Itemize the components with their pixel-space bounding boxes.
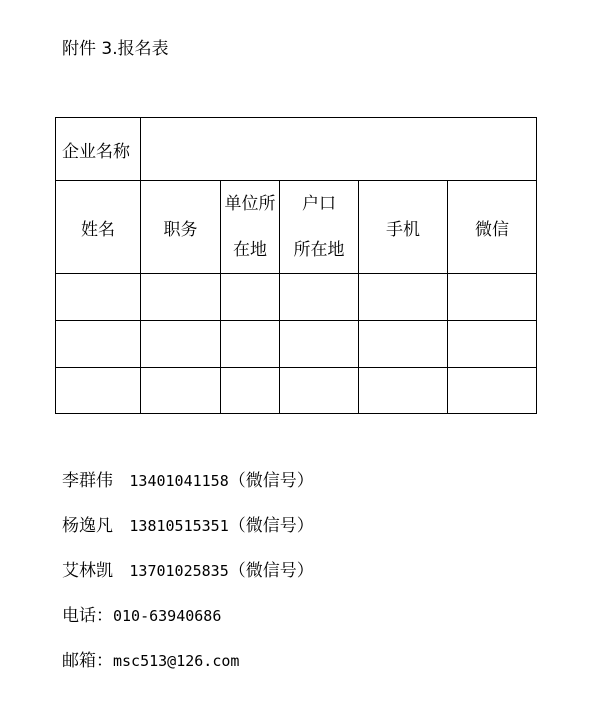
table-row <box>56 321 537 368</box>
col-header-mobile: 手机 <box>359 181 448 274</box>
contact-item <box>62 466 314 511</box>
cell-wechat[interactable] <box>448 321 537 368</box>
email-label: 邮箱： <box>62 651 113 671</box>
email-address[interactable]: msc513@126.com <box>113 652 240 670</box>
contact-item <box>62 511 314 556</box>
col-header-unit-location-line1: 单位所 <box>224 194 276 214</box>
cell-name[interactable] <box>56 274 141 321</box>
email-line <box>62 646 314 691</box>
cell-unit-location[interactable] <box>221 321 280 368</box>
cell-unit-location[interactable] <box>221 368 280 414</box>
col-header-hukou-line1: 户口 <box>302 194 336 214</box>
contact-note: （微信号） <box>228 561 314 581</box>
cell-mobile[interactable] <box>359 274 448 321</box>
contact-name: 艾林凯 <box>62 561 113 581</box>
col-header-hukou-line2: 所在地 <box>293 240 345 260</box>
col-header-unit-location <box>221 181 280 274</box>
cell-name[interactable] <box>56 321 141 368</box>
col-header-position: 职务 <box>141 181 221 274</box>
company-name-field[interactable] <box>141 118 537 181</box>
cell-hukou[interactable] <box>280 321 359 368</box>
cell-name[interactable] <box>56 368 141 414</box>
cell-position[interactable] <box>141 368 221 414</box>
cell-unit-location[interactable] <box>221 274 280 321</box>
table-row <box>56 274 537 321</box>
phone-label: 电话： <box>62 606 113 626</box>
cell-hukou[interactable] <box>280 368 359 414</box>
registration-table <box>55 117 537 414</box>
col-header-wechat: 微信 <box>448 181 537 274</box>
contact-phone: 13401041158 <box>129 472 229 490</box>
col-header-name: 姓名 <box>56 181 141 274</box>
table-row <box>56 368 537 414</box>
header-row <box>56 181 537 274</box>
company-row <box>56 118 537 181</box>
contact-name: 杨逸凡 <box>62 516 113 536</box>
col-header-hukou <box>280 181 359 274</box>
contact-section <box>62 466 314 691</box>
cell-wechat[interactable] <box>448 274 537 321</box>
phone-number: 010-63940686 <box>113 607 222 625</box>
cell-mobile[interactable] <box>359 321 448 368</box>
contact-name: 李群伟 <box>62 471 113 491</box>
col-header-unit-location-line2: 在地 <box>233 240 267 260</box>
contact-phone: 13810515351 <box>129 517 229 535</box>
cell-position[interactable] <box>141 321 221 368</box>
contact-item <box>62 556 314 601</box>
document-heading: 附件 3.报名表 <box>62 39 169 59</box>
cell-mobile[interactable] <box>359 368 448 414</box>
contact-note: （微信号） <box>228 471 314 491</box>
cell-hukou[interactable] <box>280 274 359 321</box>
phone-line <box>62 601 314 646</box>
cell-position[interactable] <box>141 274 221 321</box>
contact-phone: 13701025835 <box>129 562 229 580</box>
cell-wechat[interactable] <box>448 368 537 414</box>
contact-note: （微信号） <box>228 516 314 536</box>
company-name-label: 企业名称 <box>56 118 141 181</box>
